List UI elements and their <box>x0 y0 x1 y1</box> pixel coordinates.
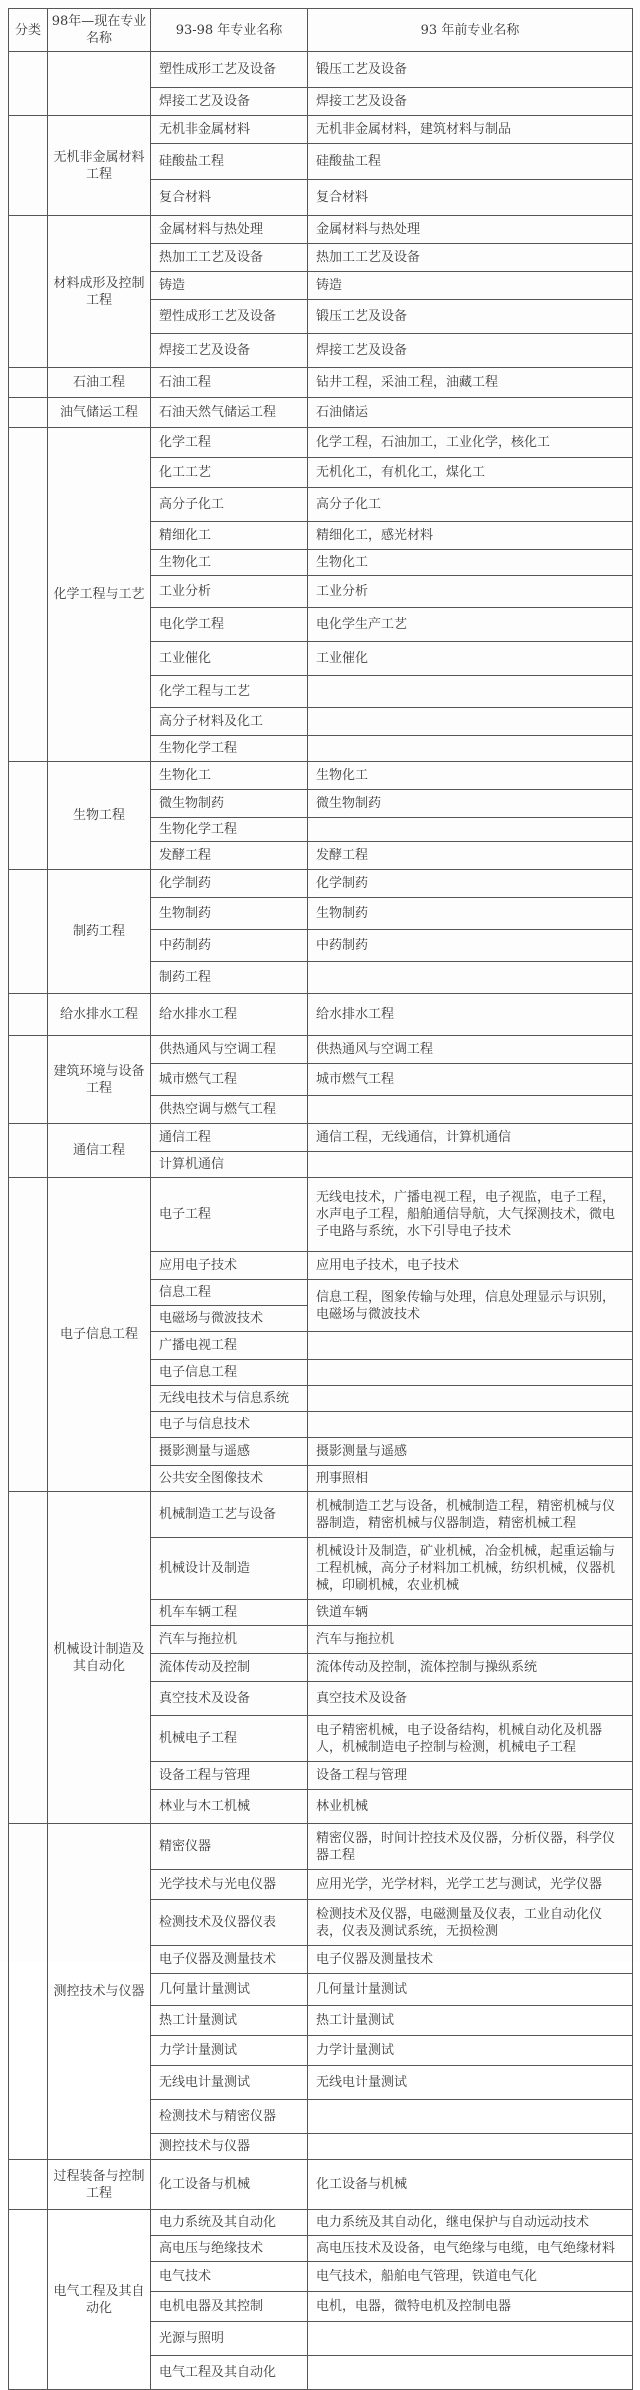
name-93-98-cell: 生物化工 <box>151 550 308 576</box>
category-blank-cell <box>9 994 48 1036</box>
category-name-cell: 油气储运工程 <box>48 398 151 428</box>
name-pre-93-cell: 焊接工艺及设备 <box>308 334 633 368</box>
name-93-98-cell: 生物化工 <box>151 762 308 790</box>
name-pre-93-cell: 信息工程，图象传输与处理，信息处理显示与识别，电磁场与微波技术 <box>308 1280 633 1332</box>
name-93-98-cell: 塑性成形工艺及设备 <box>151 52 308 88</box>
name-93-98-cell: 真空技术及设备 <box>151 1682 308 1716</box>
name-93-98-cell: 塑性成形工艺及设备 <box>151 300 308 334</box>
name-pre-93-cell: 工业分析 <box>308 576 633 608</box>
name-93-98-cell: 制药工程 <box>151 962 308 994</box>
name-93-98-cell: 生物制药 <box>151 898 308 930</box>
name-pre-93-cell: 工业催化 <box>308 642 633 676</box>
table-row <box>9 870 633 898</box>
name-93-98-cell: 机械制造工艺与设备 <box>151 1492 308 1538</box>
category-name-cell: 化学工程与工艺 <box>48 428 151 762</box>
name-pre-93-cell <box>308 708 633 736</box>
name-93-98-cell: 电磁场与微波技术 <box>151 1306 308 1332</box>
name-pre-93-cell: 电子仪器及测量技术 <box>308 1946 633 1974</box>
name-93-98-cell: 热加工工艺及设备 <box>151 244 308 272</box>
name-pre-93-cell: 锻压工艺及设备 <box>308 300 633 334</box>
name-93-98-cell: 供热通风与空调工程 <box>151 1036 308 1064</box>
name-93-98-cell: 光学技术与光电仪器 <box>151 1870 308 1900</box>
category-name-cell: 给水排水工程 <box>48 994 151 1036</box>
name-93-98-cell: 几何量计量测试 <box>151 1974 308 2006</box>
table-row <box>9 2210 633 2236</box>
category-blank-cell <box>9 216 48 368</box>
category-name-cell <box>48 52 151 116</box>
table-row <box>9 428 633 458</box>
name-93-98-cell: 中药制药 <box>151 930 308 962</box>
table-header <box>9 9 633 52</box>
category-name-cell: 制药工程 <box>48 870 151 994</box>
name-pre-93-cell: 电力系统及其自动化，继电保护与自动远动技术 <box>308 2210 633 2236</box>
name-pre-93-cell: 电化学生产工艺 <box>308 608 633 642</box>
category-blank-cell <box>9 1036 48 1124</box>
name-93-98-cell: 电力系统及其自动化 <box>151 2210 308 2236</box>
name-pre-93-cell: 真空技术及设备 <box>308 1682 633 1716</box>
name-93-98-cell: 石油天然气储运工程 <box>151 398 308 428</box>
name-93-98-cell: 汽车与拖拉机 <box>151 1626 308 1654</box>
name-pre-93-cell: 无线电技术，广播电视工程，电子视监，电子工程，水声电子工程，船舶通信导航，大气探测技术，微电子电路与系统，水下引导电子技术 <box>308 1178 633 1252</box>
name-pre-93-cell <box>308 1096 633 1124</box>
name-93-98-cell: 热工计量测试 <box>151 2006 308 2036</box>
category-name-cell: 测控技术与仪器 <box>48 1824 151 2160</box>
name-pre-93-cell: 热工计量测试 <box>308 2006 633 2036</box>
name-93-98-cell: 微生物制药 <box>151 790 308 818</box>
table-row <box>9 216 633 244</box>
name-93-98-cell: 电气工程及其自动化 <box>151 2356 308 2390</box>
table-row <box>9 1178 633 1252</box>
name-pre-93-cell <box>308 2100 633 2134</box>
category-blank-cell <box>9 1124 48 1178</box>
name-pre-93-cell: 供热通风与空调工程 <box>308 1036 633 1064</box>
category-name-cell: 通信工程 <box>48 1124 151 1178</box>
name-pre-93-cell: 检测技术及仪器，电磁测量及仪表，工业自动化仪表，仪表及测试系统，无损检测 <box>308 1900 633 1946</box>
table-row <box>9 368 633 398</box>
name-93-98-cell: 电子工程 <box>151 1178 308 1252</box>
name-93-98-cell: 光源与照明 <box>151 2322 308 2356</box>
name-pre-93-cell: 摄影测量与遥感 <box>308 1438 633 1466</box>
name-93-98-cell: 化学工程 <box>151 428 308 458</box>
name-pre-93-cell <box>308 1152 633 1178</box>
table-row <box>9 1124 633 1152</box>
name-pre-93-cell <box>308 1386 633 1412</box>
name-pre-93-cell: 热加工工艺及设备 <box>308 244 633 272</box>
name-pre-93-cell <box>308 676 633 708</box>
name-93-98-cell: 电子信息工程 <box>151 1360 308 1386</box>
name-pre-93-cell: 无机非金属材料，建筑材料与制品 <box>308 116 633 144</box>
name-pre-93-cell: 给水排水工程 <box>308 994 633 1036</box>
name-pre-93-cell <box>308 2322 633 2356</box>
name-93-98-cell: 林业与木工机械 <box>151 1790 308 1824</box>
name-93-98-cell: 无机非金属材料 <box>151 116 308 144</box>
name-93-98-cell: 电气技术 <box>151 2262 308 2292</box>
name-93-98-cell: 生物化学工程 <box>151 736 308 762</box>
header-cell-93-98: 93-98 年专业名称 <box>151 9 308 52</box>
name-93-98-cell: 化学工程与工艺 <box>151 676 308 708</box>
name-93-98-cell: 机械电子工程 <box>151 1716 308 1762</box>
name-pre-93-cell: 应用电子技术，电子技术 <box>308 1252 633 1280</box>
header-cell-98-to-now: 98年—现在专业名称 <box>48 9 151 52</box>
name-93-98-cell: 工业催化 <box>151 642 308 676</box>
name-pre-93-cell: 电气技术，船舶电气管理，铁道电气化 <box>308 2262 633 2292</box>
table-body <box>9 52 633 2390</box>
name-pre-93-cell <box>308 2134 633 2160</box>
table-row <box>9 994 633 1036</box>
table-row <box>9 2160 633 2210</box>
category-blank-cell <box>9 116 48 216</box>
name-93-98-cell: 通信工程 <box>151 1124 308 1152</box>
name-93-98-cell: 化工工艺 <box>151 458 308 488</box>
name-93-98-cell: 电化学工程 <box>151 608 308 642</box>
name-93-98-cell: 化学制药 <box>151 870 308 898</box>
name-93-98-cell: 给水排水工程 <box>151 994 308 1036</box>
name-pre-93-cell: 流体传动及控制，流体控制与操纵系统 <box>308 1654 633 1682</box>
name-pre-93-cell: 精密仪器，时间计控技术及仪器，分析仪器，科学仪器工程 <box>308 1824 633 1870</box>
name-93-98-cell: 生物化学工程 <box>151 818 308 842</box>
name-pre-93-cell: 高分子化工 <box>308 488 633 522</box>
category-name-cell: 石油工程 <box>48 368 151 398</box>
name-93-98-cell: 焊接工艺及设备 <box>151 334 308 368</box>
name-93-98-cell: 广播电视工程 <box>151 1332 308 1360</box>
name-93-98-cell: 发酵工程 <box>151 842 308 870</box>
name-93-98-cell: 供热空调与燃气工程 <box>151 1096 308 1124</box>
name-93-98-cell: 铸造 <box>151 272 308 300</box>
name-93-98-cell: 电机电器及其控制 <box>151 2292 308 2322</box>
name-93-98-cell: 化工设备与机械 <box>151 2160 308 2210</box>
name-93-98-cell: 精密仪器 <box>151 1824 308 1870</box>
name-pre-93-cell: 金属材料与热处理 <box>308 216 633 244</box>
table-row <box>9 1036 633 1064</box>
name-pre-93-cell <box>308 2356 633 2390</box>
table-row <box>9 1492 633 1538</box>
name-pre-93-cell: 微生物制药 <box>308 790 633 818</box>
name-pre-93-cell: 林业机械 <box>308 1790 633 1824</box>
name-93-98-cell: 设备工程与管理 <box>151 1762 308 1790</box>
name-pre-93-cell: 城市燃气工程 <box>308 1064 633 1096</box>
name-pre-93-cell: 高电压技术及设备，电气绝缘与电缆，电气绝缘材料 <box>308 2236 633 2262</box>
name-93-98-cell: 金属材料与热处理 <box>151 216 308 244</box>
name-93-98-cell: 无线电计量测试 <box>151 2066 308 2100</box>
category-blank-cell <box>9 762 48 870</box>
name-93-98-cell: 石油工程 <box>151 368 308 398</box>
name-93-98-cell: 计算机通信 <box>151 1152 308 1178</box>
name-pre-93-cell: 铸造 <box>308 272 633 300</box>
name-93-98-cell: 力学计量测试 <box>151 2036 308 2066</box>
category-blank-cell <box>9 398 48 428</box>
name-pre-93-cell: 通信工程，无线通信，计算机通信 <box>308 1124 633 1152</box>
header-row <box>9 9 633 52</box>
name-pre-93-cell: 化工设备与机械 <box>308 2160 633 2210</box>
name-pre-93-cell: 机械制造工艺与设备，机械制造工程，精密机械与仪器制造，精密机械与仪器制造，精密机械工程 <box>308 1492 633 1538</box>
name-93-98-cell: 高电压与绝缘技术 <box>151 2236 308 2262</box>
header-cell-pre-93: 93 年前专业名称 <box>308 9 633 52</box>
name-pre-93-cell: 硅酸盐工程 <box>308 144 633 180</box>
name-pre-93-cell: 复合材料 <box>308 180 633 216</box>
name-pre-93-cell: 化学工程，石油加工，工业化学，核化工 <box>308 428 633 458</box>
name-pre-93-cell: 电子精密机械，电子设备结构，机械自动化及机器人，机械制造电子控制与检测，机械电子工程 <box>308 1716 633 1762</box>
category-name-cell: 无机非金属材料工程 <box>48 116 151 216</box>
name-93-98-cell: 城市燃气工程 <box>151 1064 308 1096</box>
name-pre-93-cell <box>308 1360 633 1386</box>
name-93-98-cell: 检测技术及仪器仪表 <box>151 1900 308 1946</box>
table-row <box>9 398 633 428</box>
category-blank-cell <box>9 52 48 116</box>
name-93-98-cell: 硅酸盐工程 <box>151 144 308 180</box>
name-pre-93-cell: 应用光学，光学材料，光学工艺与测试，光学仪器 <box>308 1870 633 1900</box>
name-pre-93-cell: 石油储运 <box>308 398 633 428</box>
name-pre-93-cell <box>308 1332 633 1360</box>
name-pre-93-cell: 精细化工，感光材料 <box>308 522 633 550</box>
category-name-cell: 生物工程 <box>48 762 151 870</box>
category-name-cell: 建筑环境与设备工程 <box>48 1036 151 1124</box>
category-blank-cell <box>9 870 48 994</box>
name-pre-93-cell: 生物化工 <box>308 762 633 790</box>
category-blank-cell <box>9 2160 48 2210</box>
header-cell-category: 分类 <box>9 9 48 52</box>
table-row <box>9 116 633 144</box>
name-pre-93-cell <box>308 1412 633 1438</box>
name-93-98-cell: 工业分析 <box>151 576 308 608</box>
category-name-cell: 材料成形及控制工程 <box>48 216 151 368</box>
name-93-98-cell: 公共安全图像技术 <box>151 1466 308 1492</box>
name-pre-93-cell: 中药制药 <box>308 930 633 962</box>
name-93-98-cell: 信息工程 <box>151 1280 308 1306</box>
name-93-98-cell: 机车车辆工程 <box>151 1600 308 1626</box>
name-93-98-cell: 精细化工 <box>151 522 308 550</box>
name-pre-93-cell: 力学计量测试 <box>308 2036 633 2066</box>
category-blank-cell <box>9 1178 48 1492</box>
name-93-98-cell: 应用电子技术 <box>151 1252 308 1280</box>
name-93-98-cell: 无线电技术与信息系统 <box>151 1386 308 1412</box>
name-pre-93-cell: 生物化工 <box>308 550 633 576</box>
name-93-98-cell: 复合材料 <box>151 180 308 216</box>
name-pre-93-cell: 电机，电器，微特电机及控制电器 <box>308 2292 633 2322</box>
category-blank-cell <box>9 368 48 398</box>
name-pre-93-cell: 汽车与拖拉机 <box>308 1626 633 1654</box>
name-pre-93-cell <box>308 736 633 762</box>
name-93-98-cell: 检测技术与精密仪器 <box>151 2100 308 2134</box>
name-93-98-cell: 流体传动及控制 <box>151 1654 308 1682</box>
name-pre-93-cell: 无线电计量测试 <box>308 2066 633 2100</box>
name-93-98-cell: 电子与信息技术 <box>151 1412 308 1438</box>
category-blank-cell <box>9 428 48 762</box>
name-93-98-cell: 高分子化工 <box>151 488 308 522</box>
name-pre-93-cell <box>308 962 633 994</box>
name-93-98-cell: 机械设计及制造 <box>151 1538 308 1600</box>
table-row <box>9 1824 633 1870</box>
category-blank-cell <box>9 1824 48 2160</box>
name-pre-93-cell: 几何量计量测试 <box>308 1974 633 2006</box>
name-93-98-cell: 高分子材料及化工 <box>151 708 308 736</box>
category-blank-cell <box>9 2210 48 2390</box>
name-pre-93-cell: 钻井工程，采油工程，油藏工程 <box>308 368 633 398</box>
name-93-98-cell: 测控技术与仪器 <box>151 2134 308 2160</box>
name-pre-93-cell: 焊接工艺及设备 <box>308 88 633 116</box>
name-pre-93-cell: 发酵工程 <box>308 842 633 870</box>
category-name-cell: 过程装备与控制工程 <box>48 2160 151 2210</box>
name-93-98-cell: 焊接工艺及设备 <box>151 88 308 116</box>
name-93-98-cell: 电子仪器及测量技术 <box>151 1946 308 1974</box>
name-pre-93-cell: 刑事照相 <box>308 1466 633 1492</box>
table-row <box>9 52 633 88</box>
name-pre-93-cell: 机械设计及制造，矿业机械，冶金机械，起重运输与工程机械，高分子材料加工机械，纺织机械，仪器机械，印刷机械，农业机械 <box>308 1538 633 1600</box>
name-pre-93-cell: 设备工程与管理 <box>308 1762 633 1790</box>
name-93-98-cell: 摄影测量与遥感 <box>151 1438 308 1466</box>
name-pre-93-cell: 锻压工艺及设备 <box>308 52 633 88</box>
name-pre-93-cell <box>308 818 633 842</box>
name-pre-93-cell: 无机化工，有机化工，煤化工 <box>308 458 633 488</box>
category-name-cell: 电子信息工程 <box>48 1178 151 1492</box>
table-row <box>9 762 633 790</box>
name-pre-93-cell: 铁道车辆 <box>308 1600 633 1626</box>
name-pre-93-cell: 生物制药 <box>308 898 633 930</box>
major-mapping-table <box>8 8 633 2390</box>
category-name-cell: 机械设计制造及其自动化 <box>48 1492 151 1824</box>
name-pre-93-cell: 化学制药 <box>308 870 633 898</box>
category-blank-cell <box>9 1492 48 1824</box>
category-name-cell: 电气工程及其自动化 <box>48 2210 151 2390</box>
